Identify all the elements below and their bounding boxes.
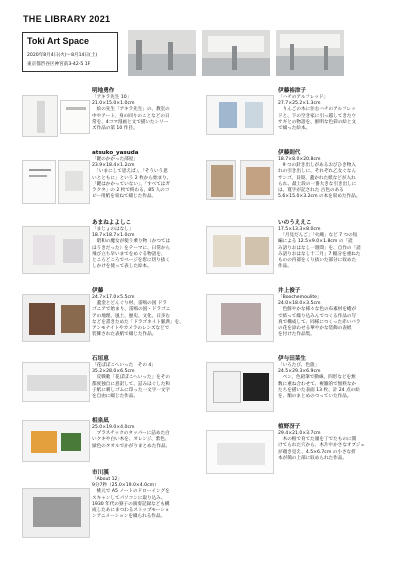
exhibition-name: Toki Art Space bbox=[27, 36, 90, 46]
artist-name: 相泉凪 bbox=[92, 418, 109, 424]
entry: 伊藤裕津子 「ハチのアルフレッド」 27.7×25.2×1.3cm りんごの木に住むハチのアルフレッ ドと、下の空き家に引っ越してきたウ サギとの物語を、鮮明な色彩の絵と文 で綴った絵本。 bbox=[278, 88, 378, 132]
gallery-photo bbox=[276, 30, 344, 76]
artist-name: 井上俊子 bbox=[278, 288, 301, 294]
artwork-thumbnail-icon bbox=[206, 95, 274, 135]
artwork-thumbnail-icon bbox=[22, 488, 90, 538]
artist-name: 伊藤 bbox=[92, 288, 104, 294]
artwork-thumbnail-icon bbox=[206, 160, 236, 200]
artwork-thumbnail-icon bbox=[206, 294, 274, 342]
artwork-thumbnail-icon bbox=[60, 100, 90, 134]
artwork-thumbnail-icon bbox=[22, 294, 90, 342]
artist-name: 市川漢 bbox=[92, 470, 109, 476]
entry: 伊藤則代 18.7×8.0×20.8cm 9 つの針き出しがあるおびひき物入 れの引き出しに、それぞれ乙女ぐなん サンゴ、貝殻、蓋かれた紙などが入れ られ、最上段の一番大きな引き出しに は、寛字が記された 古色のある 5.6×15.0×3.2cm の本を収めた作品。 bbox=[278, 150, 378, 200]
artwork-thumbnail-icon bbox=[22, 362, 90, 402]
entry: 相泉凪 25.0×19.0×4.0cm プラスチックのタッパーに詰めた白 いクキや白い木を、オレンジ、紫色、 緑色のタオルでかがりまとめた作品。 bbox=[92, 418, 192, 450]
gallery-photo bbox=[202, 30, 270, 76]
entry: atsuko_yasuda 「鍵のかかった部屋」 23.9×18.4×1.2cm 「いまにして思えば」、「そういう思 いとともに」という 2 枚から始まり、 「鍵はかかっていない」、「すべてはガ ラクタ」の 2 枚で終わる、85 人のコ ピー用紙を束ねて綴じた作品。 bbox=[92, 150, 192, 200]
artwork-thumbnail-icon bbox=[22, 160, 56, 204]
entry: あまねよよしこ 「まじょのはなし」 18.7×18.7×1.0cm 昭和の魔女が使う乗り物（かつては ほうきだった）をテーマに、日常から 飛び立ち早いまでをめぐる物語を、 ところどころでページを窓に切り抜く しかけを使って表した絵本。 bbox=[92, 220, 192, 270]
artist-name: 石垣恵 bbox=[92, 356, 109, 362]
artist-name: いのうええこ bbox=[278, 220, 312, 226]
artwork-thumbnail-icon bbox=[58, 160, 90, 204]
entry: 井上俊子 「Boochemoulite」 24.0×18.0×3.5cm 色鮮やかな様々な色の布素材を蜷が で結って繰り込みんでつくる作品の写 真で構成して、同様につくった赤いバラ の花を添わせる華やかな装飾の表紙 を付けた作品集。 bbox=[278, 288, 378, 338]
exhibition-info-box bbox=[22, 32, 118, 72]
artwork-thumbnail-icon bbox=[22, 226, 90, 274]
entry: 伊藤 24.7×17.0×5.5cm 蓋金とどんぐり材、雷鳴の国 ドラ ゴニアで始まり、雷鳴の国・ドラゴニ アの地理、風土、歴史、文化、日歩む などを書きためた「ドラゴネイト脈典」を、 アンモナイトやカメラのレンズなどで 装飾された表紙で綴じた作品。 bbox=[92, 288, 192, 338]
entry: 明地勇作 「アキラ先生 10」 21.0×15.0×1.0cm 絵の先生「アキラ先生」の、教室の 中やアート、身の回りのことなどの日 常を、4コマ漫画と文で描いたシリー ズ作品の第 10 作目。 bbox=[92, 88, 192, 132]
artist-name: あまねよよしこ bbox=[92, 220, 132, 226]
exhibition-dates: 2020年8月4日(火)〜8月14日(土) bbox=[27, 53, 98, 58]
artwork-thumbnail-icon bbox=[22, 420, 90, 462]
artwork-thumbnail-icon bbox=[22, 95, 58, 137]
entry: 市川漢 「About 12」 9分7秒（25.0×19.0×4.0cm） 桃元で A5 ノートのドローイングを スキャンしてパソコンに取り込み、 1930 年代の寮子の演奏記録なども構 成したあにまつわるストップモーショ ンアニメーションを綴られる作品。 bbox=[92, 470, 192, 520]
artwork-thumbnail-icon bbox=[206, 430, 274, 474]
page-title: THE LIBRARY 2021 bbox=[23, 14, 111, 24]
artist-name: 伊与田菜生 bbox=[278, 356, 306, 362]
artist-name: 植野冴子 bbox=[278, 424, 301, 430]
exhibition-address: 東京都渋谷区神宮前3-42-5 1F bbox=[27, 62, 91, 67]
artist-name: 伊藤則代 bbox=[278, 150, 301, 156]
entry: いのうええこ 17.5×13.3×8.0cm 「月見だんご」「火縄」など 7 つの短 編による 12.5×9.0×1.8cm の「読 み語りおはなし一週間」を、自作の「読 み語りおはなし十二月」7 幅分を重ねた ものの内部をくり抜いた部分に収めた 作品。 bbox=[278, 220, 378, 270]
artist-name: 伊藤裕津子 bbox=[278, 88, 306, 94]
entry: 植野冴子 29.4×21.0×3.7cm 木の根で育てた頭を丁でたものに開 けてられた穴から、木片やかさなオブジェ が覗き見え、4.5×6.7cm の小さな折 本が簡の上部に収められた作品。 bbox=[278, 424, 378, 462]
entry: 伊与田菜生 「いろたび、色旅」 24.5×29.3×6.9cm ペン、色鉛筆で動線、四形などを無 数に重ね合わせて、複雑的で無秩なか たちを描いた表面 13 枚、計 24 点の絵 を、額のまとめのつっていた作品。 bbox=[278, 356, 378, 400]
artwork-thumbnail-icon bbox=[240, 160, 274, 200]
artwork-thumbnail-icon bbox=[206, 362, 274, 412]
artwork-thumbnail-icon bbox=[206, 226, 274, 274]
gallery-photo bbox=[128, 30, 196, 76]
artist-name: atsuko_yasuda bbox=[92, 150, 139, 156]
entry: 石垣恵 「花ぽぽこへいった その 4」 35.2×28.0×6.5cm 反戦歌「花ぽぽこへいった」をその 都度独自に意訳して、詰みほぐした和 子紙に刺しゴムに印った一文字一文字 を自由に綴じた作品。 bbox=[92, 356, 192, 400]
artist-name: 明地勇作 bbox=[92, 88, 115, 94]
